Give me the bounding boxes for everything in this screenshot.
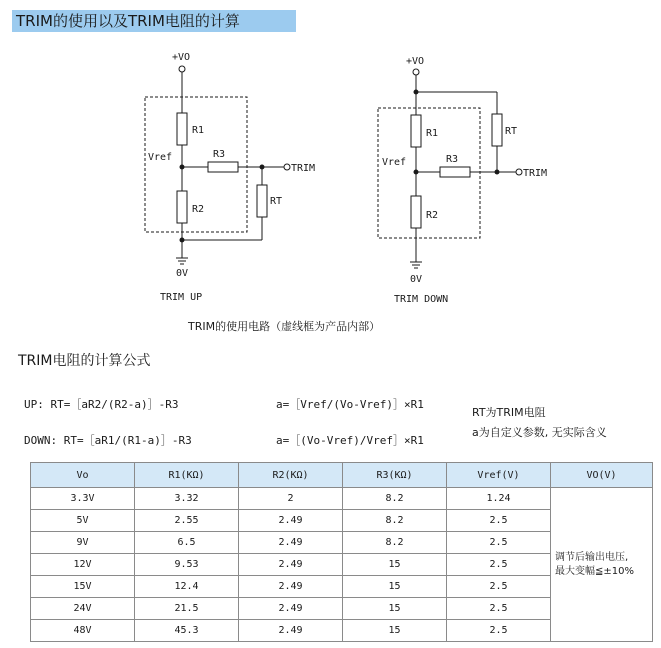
header-r3: R3(KΩ) bbox=[343, 463, 447, 488]
cell-vo: 48V bbox=[31, 620, 135, 642]
trim-terminal-down bbox=[516, 169, 522, 175]
cell-r3: 15 bbox=[343, 620, 447, 642]
r3-label-up: R3 bbox=[213, 149, 226, 160]
cell-r3: 15 bbox=[343, 554, 447, 576]
vo-terminal-down bbox=[413, 69, 419, 75]
cell-vref: 2.5 bbox=[447, 554, 551, 576]
cell-r2: 2 bbox=[239, 488, 343, 510]
cell-vo: 9V bbox=[31, 532, 135, 554]
resistor-r1-down bbox=[411, 115, 421, 147]
r1-label-up: R1 bbox=[192, 125, 205, 136]
formula-up: UP: RT=［aR2/(R2-a)］-R3 bbox=[24, 398, 179, 411]
resistor-r1-up bbox=[177, 113, 187, 145]
note-a: a为自定义参数, 无实际含义 bbox=[472, 426, 607, 439]
formula-heading: TRIM电阻的计算公式 bbox=[18, 353, 151, 369]
note-line-1: 调节后输出电压, bbox=[555, 551, 629, 563]
cell-r2: 2.49 bbox=[239, 620, 343, 642]
cell-r1: 12.4 bbox=[135, 576, 239, 598]
header-r2: R2(KΩ) bbox=[239, 463, 343, 488]
trim-label-up: TRIM bbox=[291, 163, 316, 174]
vo-label-down: +VO bbox=[406, 56, 425, 67]
cell-r2: 2.49 bbox=[239, 554, 343, 576]
cell-vo: 12V bbox=[31, 554, 135, 576]
rt-label-up: RT bbox=[270, 196, 283, 207]
vref-label-up: Vref bbox=[148, 152, 173, 163]
cell-r3: 15 bbox=[343, 576, 447, 598]
cell-vref: 2.5 bbox=[447, 576, 551, 598]
formula-up-a: a=［Vref/(Vo-Vref)］×R1 bbox=[276, 398, 424, 411]
cell-vo: 24V bbox=[31, 598, 135, 620]
r3-label-down: R3 bbox=[446, 154, 459, 165]
cell-r1: 9.53 bbox=[135, 554, 239, 576]
cell-r3: 15 bbox=[343, 598, 447, 620]
vref-label-down: Vref bbox=[382, 157, 407, 168]
r1-label-down: R1 bbox=[426, 128, 439, 139]
cell-r3: 8.2 bbox=[343, 532, 447, 554]
gnd-label-up: 0V bbox=[176, 268, 189, 279]
cell-vref: 2.5 bbox=[447, 510, 551, 532]
resistor-rt-up bbox=[257, 185, 267, 217]
r2-label-up: R2 bbox=[192, 204, 205, 215]
trim-terminal-up bbox=[284, 164, 290, 170]
cell-r2: 2.49 bbox=[239, 576, 343, 598]
cell-vo: 15V bbox=[31, 576, 135, 598]
header-vref: Vref(V) bbox=[447, 463, 551, 488]
resistor-r2-up bbox=[177, 191, 187, 223]
cell-r3: 8.2 bbox=[343, 488, 447, 510]
resistor-rt-down bbox=[492, 114, 502, 146]
vo-label-up: +VO bbox=[172, 52, 191, 63]
header-r1: R1(KΩ) bbox=[135, 463, 239, 488]
note-rt: RT为TRIM电阻 bbox=[472, 406, 546, 419]
r2-label-down: R2 bbox=[426, 210, 439, 221]
output-variation-note bbox=[551, 488, 653, 642]
cell-vo: 3.3V bbox=[31, 488, 135, 510]
cell-vo: 5V bbox=[31, 510, 135, 532]
formula-down: DOWN: RT=［aR1/(R1-a)］-R3 bbox=[24, 434, 192, 447]
rt-label-down: RT bbox=[505, 126, 518, 137]
resistor-r3-up bbox=[208, 162, 238, 172]
vo-terminal-up bbox=[179, 66, 185, 72]
cell-r1: 45.3 bbox=[135, 620, 239, 642]
caption-trim-down: TRIM DOWN bbox=[394, 294, 449, 305]
table-header-row bbox=[31, 463, 653, 488]
section-title: TRIM的使用以及TRIM电阻的计算 bbox=[16, 12, 240, 30]
cell-r1: 3.32 bbox=[135, 488, 239, 510]
cell-r2: 2.49 bbox=[239, 598, 343, 620]
caption-trim-up: TRIM UP bbox=[160, 292, 203, 303]
cell-vref: 2.5 bbox=[447, 620, 551, 642]
cell-vref: 2.5 bbox=[447, 532, 551, 554]
header-vo-v: VO(V) bbox=[551, 463, 653, 488]
note-line-2: 最大变幅≦±10% bbox=[555, 565, 634, 577]
cell-r3: 8.2 bbox=[343, 510, 447, 532]
formula-down-a: a=［(Vo-Vref)/Vref］×R1 bbox=[276, 434, 424, 447]
cell-vref: 1.24 bbox=[447, 488, 551, 510]
cell-r1: 21.5 bbox=[135, 598, 239, 620]
table-row bbox=[31, 488, 653, 510]
resistor-table bbox=[30, 462, 653, 642]
figure-caption: TRIM的使用电路（虚线框为产品内部） bbox=[188, 320, 381, 333]
cell-r2: 2.49 bbox=[239, 532, 343, 554]
resistor-r2-down bbox=[411, 196, 421, 228]
gnd-label-down: 0V bbox=[410, 274, 423, 285]
cell-r1: 6.5 bbox=[135, 532, 239, 554]
cell-r1: 2.55 bbox=[135, 510, 239, 532]
header-vo: Vo bbox=[31, 463, 135, 488]
resistor-r3-down bbox=[440, 167, 470, 177]
cell-r2: 2.49 bbox=[239, 510, 343, 532]
trim-label-down: TRIM bbox=[523, 168, 548, 179]
cell-vref: 2.5 bbox=[447, 598, 551, 620]
